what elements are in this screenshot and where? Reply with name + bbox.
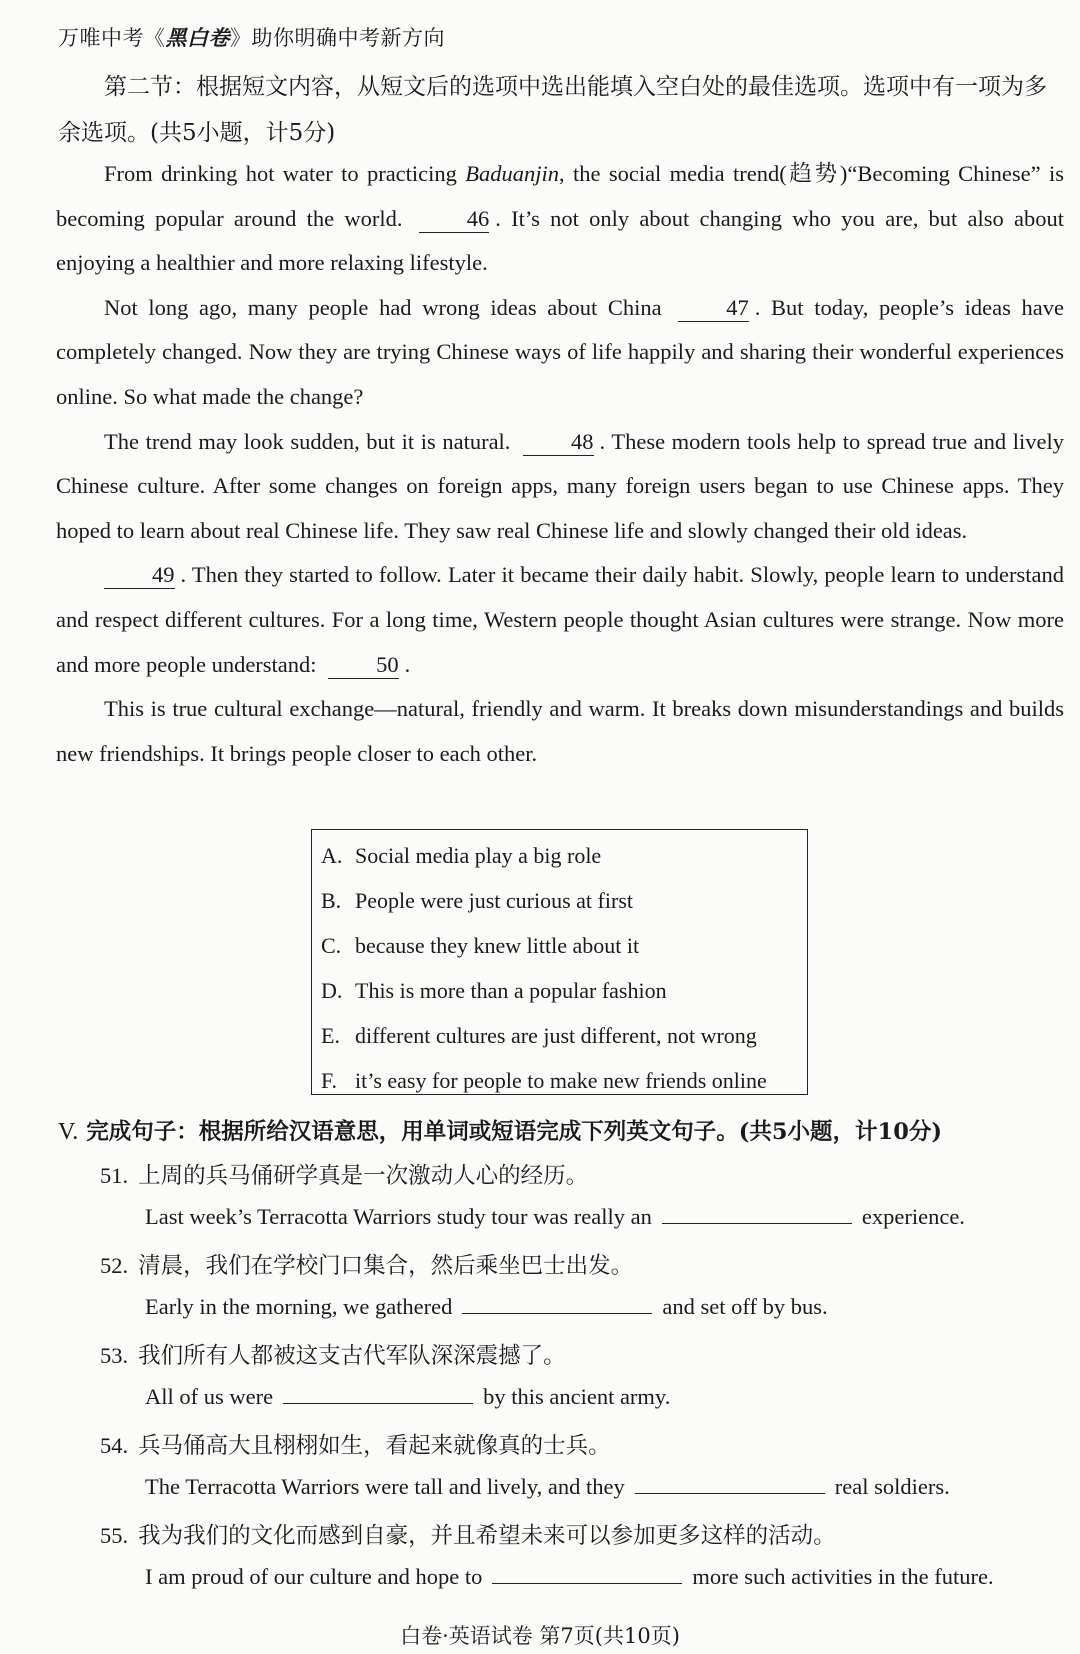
part-5-title: 完成句子：根据所给汉语意思，用单词或短语完成下列英文句子。(共5小题，计10分) (86, 1119, 943, 1145)
option-text: This is more than a popular fashion (355, 978, 667, 1003)
answer-blank-54[interactable] (635, 1473, 825, 1494)
paragraph-4 (56, 553, 1064, 687)
item-en-after: by this ancient army. (483, 1384, 671, 1409)
item-en-before: I am proud of our culture and hope to (145, 1564, 483, 1589)
paragraph-1 (56, 152, 1064, 286)
item-en-after: and set off by bus. (662, 1294, 828, 1319)
option-text: different cultures are just different, not wrong (355, 1023, 757, 1048)
paragraph-5 (56, 687, 1064, 776)
item-55-chinese (100, 1518, 836, 1550)
item-number: 55. (100, 1523, 129, 1548)
option-f[interactable] (321, 1058, 807, 1103)
option-text: it’s easy for people to make new friends online (355, 1068, 767, 1093)
option-letter: C. (321, 933, 342, 958)
item-cn-text: 兵马俑高大且栩栩如生，看起来就像真的士兵。 (138, 1433, 611, 1459)
p3-text-b: . These modern tools help to spread true and lively Chinese culture. After some changes on foreign apps, many foreign users began to use Chinese apps. They hoped to learn about real Chinese life. They saw real Chinese life and slowly changed their old ideas. (56, 428, 1065, 543)
header-prefix: 万唯中考《 (58, 26, 166, 50)
p2-text-a: Not long ago, many people had wrong ideas about China (104, 294, 662, 320)
blank-47[interactable]: 47 (678, 295, 749, 322)
p1-text-c: . It’s not only about changing who you are, but also about enjoying a healthier and more relaxing lifestyle. (56, 205, 1065, 276)
option-text: People were just curious at first (355, 888, 633, 913)
item-53-english (145, 1383, 670, 1410)
answer-blank-55[interactable] (492, 1563, 682, 1584)
option-letter: F. (321, 1068, 337, 1093)
p1-italic-term: Baduanjin (465, 161, 560, 186)
option-letter: B. (321, 888, 342, 913)
item-54-english (145, 1473, 950, 1500)
item-54-chinese (100, 1428, 611, 1460)
section-2-instruction: 第二节：根据短文内容，从短文后的选项中选出能填入空白处的最佳选项。选项中有一项为多余选项。(共5小题，计5分) (58, 74, 1047, 146)
reading-passage (56, 152, 1064, 776)
page-footer: 白卷·英语试卷 第7页(共10页) (400, 1624, 680, 1648)
p5-text-a: This is true cultural exchange—natural, friendly and warm. It breaks down misunderstandings and builds new friendships. It brings people closer to each other. (56, 696, 1064, 766)
item-cn-text: 清晨，我们在学校门口集合，然后乘坐巴士出发。 (138, 1253, 634, 1279)
options-box (311, 829, 808, 1095)
p1-text-a: From drinking hot water to practicing (104, 161, 466, 186)
item-51-chinese (100, 1158, 588, 1190)
part-5-roman: V. (58, 1119, 79, 1145)
option-e[interactable] (321, 1013, 807, 1058)
paragraph-3 (56, 420, 1064, 554)
item-number: 53. (100, 1343, 129, 1368)
blank-50[interactable]: 50 (328, 652, 399, 679)
item-en-before: All of us were (145, 1384, 274, 1409)
header-brand: 黑白卷 (165, 25, 230, 50)
item-en-after: experience. (861, 1204, 965, 1229)
item-53-chinese (100, 1338, 566, 1370)
item-number: 54. (100, 1433, 129, 1458)
answer-blank-53[interactable] (283, 1383, 473, 1404)
blank-49[interactable]: 49 (104, 562, 175, 589)
item-en-before: Early in the morning, we gathered (145, 1294, 453, 1319)
blank-48[interactable]: 48 (523, 429, 594, 456)
page-header (58, 22, 445, 52)
option-c[interactable] (321, 923, 807, 968)
item-number: 51. (100, 1163, 129, 1188)
item-en-after: more such activities in the future. (692, 1564, 994, 1589)
option-text: Social media play a big role (355, 843, 602, 868)
option-letter: A. (321, 843, 343, 868)
option-b[interactable] (321, 878, 807, 923)
item-en-before: Last week’s Terracotta Warriors study tour was really an (145, 1204, 652, 1229)
item-cn-text: 我为我们的文化而感到自豪，并且希望未来可以参加更多这样的活动。 (138, 1523, 836, 1549)
item-cn-text: 我们所有人都被这支古代军队深深震撼了。 (138, 1343, 566, 1369)
item-55-english (145, 1563, 994, 1590)
p1-text-b: , the social media trend(趋势)“Becoming Chinese” is becoming popular around the world. (56, 161, 1064, 231)
p4-text-b: . (404, 651, 411, 677)
answer-blank-51[interactable] (662, 1203, 852, 1224)
item-52-english (145, 1293, 828, 1320)
p4-text-a: . Then they started to follow. Later it became their daily habit. Slowly, people learn to understand and respect different cultures. For a long time, Western people thought Asian cultures were strange. Now more and more people understand: (56, 562, 1064, 677)
answer-blank-52[interactable] (462, 1293, 652, 1314)
option-text: because they knew little about it (355, 933, 640, 958)
item-52-chinese (100, 1248, 633, 1280)
p2-text-b: . But today, people’s ideas have completely changed. Now they are trying Chinese ways of life happily and sharing their wonderful experiences online. So what made the change? (56, 294, 1064, 409)
option-d[interactable] (321, 968, 807, 1013)
p3-text-a: The trend may look sudden, but it is natural. (104, 428, 511, 454)
part-5-heading (58, 1114, 1068, 1146)
item-en-before: The Terracotta Warriors were tall and lively, and they (145, 1474, 625, 1499)
option-letter: D. (321, 978, 343, 1003)
header-suffix: 》助你明确中考新方向 (230, 26, 445, 50)
item-51-english (145, 1203, 965, 1230)
blank-46[interactable]: 46 (419, 206, 490, 233)
item-en-after: real soldiers. (834, 1474, 950, 1499)
option-a[interactable] (321, 833, 807, 878)
item-cn-text: 上周的兵马俑研学真是一次激动人心的经历。 (138, 1163, 589, 1189)
paragraph-2 (56, 286, 1064, 420)
option-letter: E. (321, 1023, 340, 1048)
item-number: 52. (100, 1253, 129, 1278)
